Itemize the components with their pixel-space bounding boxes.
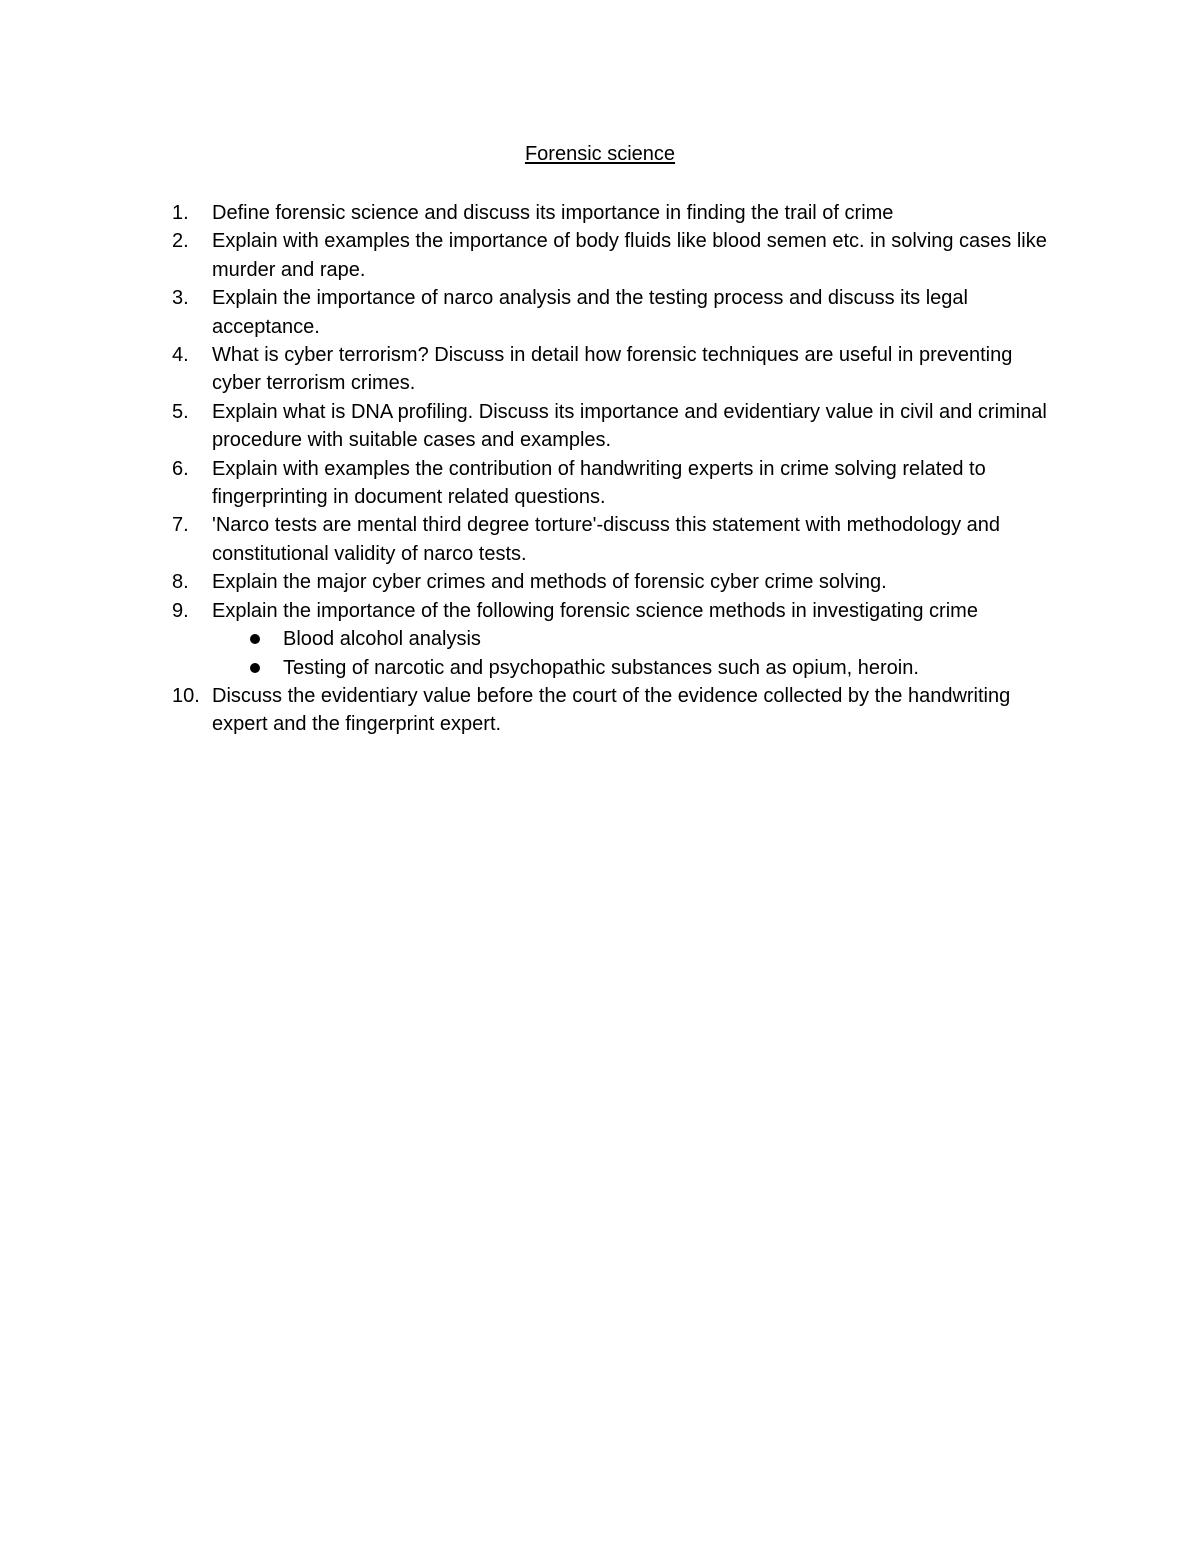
question-text: Explain with examples the contribution of handwriting experts in crime solving related to fingerprinting in document related questions. [212,457,986,509]
bullet-icon [250,663,260,673]
question-number: 10. [172,684,200,707]
sub-bullet-item [212,654,1062,682]
question-text: Explain the importance of the following forensic science methods in investigating crime [212,599,978,622]
question-number: 9. [172,599,189,622]
question-number: 5. [172,400,189,423]
question-item [172,568,1062,596]
question-number: 4. [172,344,189,367]
question-text: Explain the importance of narco analysis and the testing process and discuss its legal acceptance. [212,287,968,338]
sub-bullet-item [212,625,1062,653]
question-number: 1. [172,202,189,224]
question-text: Define forensic science and discuss its importance in finding the trail of crime [212,202,894,224]
question-item [172,284,1062,341]
question-item [172,398,1062,455]
question-text: 'Narco tests are mental third degree torture'-discuss this statement with methodology and constitutional validity of narco tests. [212,514,1001,565]
question-text: Explain what is DNA profiling. Discuss its importance and evidentiary value in civil and criminal procedure with suitable cases and examples. [212,400,1047,452]
question-text: Explain the major cyber crimes and methods of forensic cyber crime solving. [212,571,887,594]
bullet-icon [250,634,260,644]
question-item [172,199,1062,227]
question-text: Explain with examples the importance of body fluids like blood semen etc. in solving cases like murder and rape. [212,230,1047,281]
question-list [172,199,1062,739]
sub-bullet-text: Testing of narcotic and psychopathic substances such as opium, heroin. [283,656,919,679]
page-title [0,141,1200,167]
question-number: 6. [172,457,189,480]
question-text: Discuss the evidentiary value before the court of the evidence collected by the handwriting expert and the fingerprint expert. [212,684,1011,736]
question-number: 8. [172,571,189,594]
question-item [172,682,1062,739]
question-item [172,341,1062,398]
question-item [172,455,1062,512]
question-item [172,597,1062,682]
question-item [172,227,1062,284]
sub-bullet-text: Blood alcohol analysis [283,628,481,651]
question-text: What is cyber terrorism? Discuss in detail how forensic techniques are useful in preventing cyber terrorism crimes. [212,344,1013,395]
question-number: 3. [172,287,189,310]
question-number: 2. [172,230,189,253]
sub-bullet-list [212,625,1062,682]
question-item [172,511,1062,568]
question-number: 7. [172,514,189,537]
page-title-text: Forensic science [524,143,676,165]
